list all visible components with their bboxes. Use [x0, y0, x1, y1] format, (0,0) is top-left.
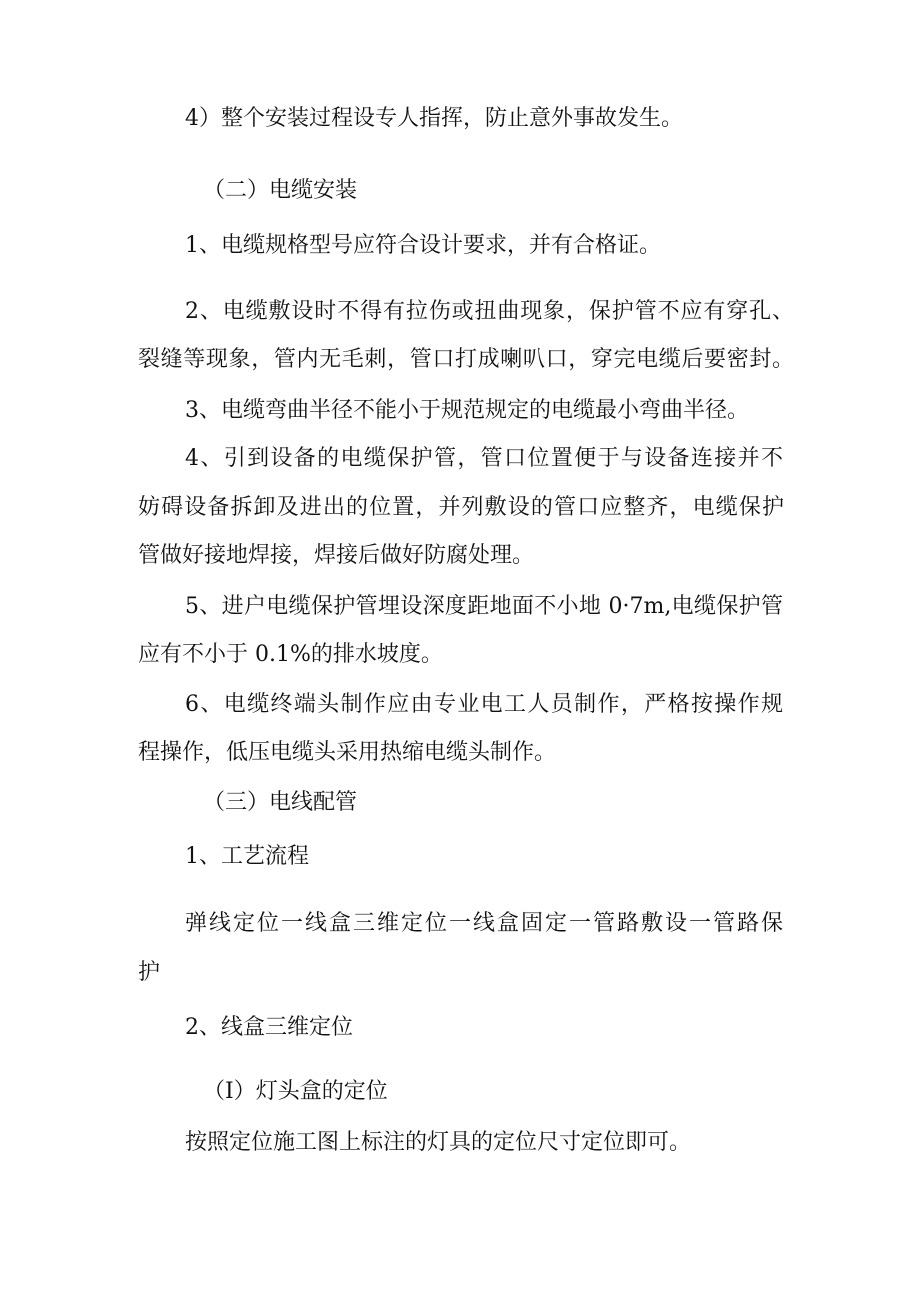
paragraph-line: 管做好接地焊接，焊接后做好防腐处理。	[138, 543, 535, 568]
paragraph-line: 4）整个安装过程设专人指挥，防止意外事故发生。	[185, 106, 683, 131]
paragraph-line: 2、电缆敷设时不得有拉伤或扭曲现象，保护管不应有穿孔、	[185, 299, 794, 324]
section-heading: （三）电线配管	[203, 790, 358, 815]
paragraph-line: 弹线定位一线盒三维定位一线盒固定一管路敷设一管路保	[185, 911, 783, 936]
section-heading: （二）电缆安装	[203, 178, 358, 203]
paragraph-line: 应有不小于 0.1%的排水坡度。	[138, 642, 443, 667]
subsection-heading: （I）灯头盒的定位	[203, 1079, 388, 1104]
paragraph-line: 5、进户电缆保护管埋设深度距地面不小地 0·7m,电缆保护管	[185, 594, 783, 619]
paragraph-line: 2、线盒三维定位	[185, 1015, 353, 1040]
paragraph-line: 程操作，低压电缆头采用热缩电缆头制作。	[138, 740, 557, 765]
paragraph-line: 4、引到设备的电缆保护管，管口位置便于与设备连接并不	[185, 446, 783, 471]
paragraph-line: 护	[138, 960, 161, 985]
paragraph-line: 1、电缆规格型号应符合设计要求，并有合格证。	[185, 233, 661, 258]
paragraph-line: 裂缝等现象，管内无毛刺，管口打成喇叭口，穿完电缆后要密封。	[138, 347, 794, 372]
paragraph-line: 按照定位施工图上标注的灯具的定位尺寸定位即可。	[185, 1130, 692, 1155]
paragraph-line: 1、工艺流程	[185, 844, 309, 869]
paragraph-line: 3、电缆弯曲半径不能小于规范规定的电缆最小弯曲半径。	[185, 398, 749, 423]
paragraph-line: 妨碍设备拆卸及进出的位置，并列敷设的管口应整齐，电缆保护	[138, 495, 784, 520]
paragraph-line: 6、电缆终端头制作应由专业电工人员制作，严格按操作规	[185, 692, 783, 717]
